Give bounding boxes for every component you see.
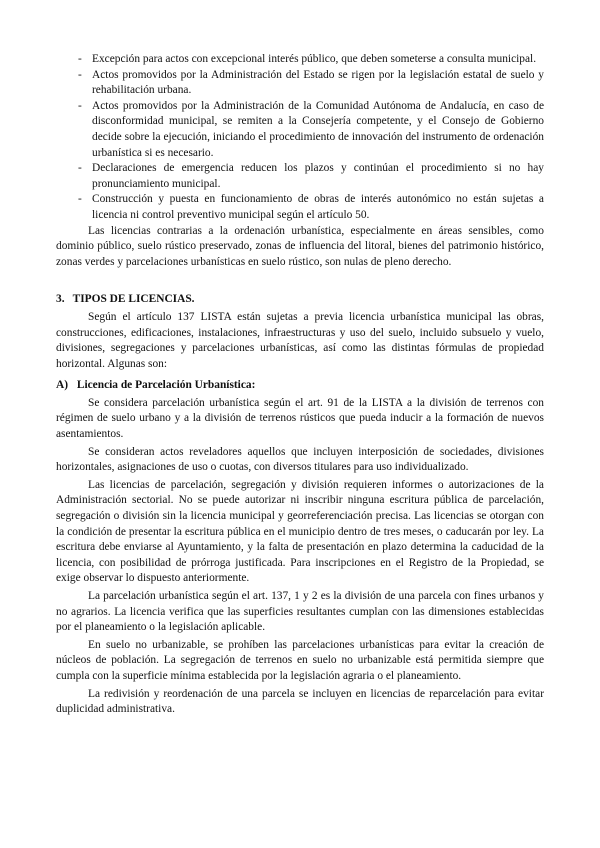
bullet-dash: - bbox=[78, 99, 82, 112]
bullet-text: Actos promovidos por la Administración del Estado se rigen por la legislación estatal de suelo y rehabilitación urbana. bbox=[92, 68, 544, 97]
bullet-text: Construcción y puesta en funcionamiento de obras de interés autonómico no están sujetas a licencia ni control preventivo municipal según el artículo 50. bbox=[92, 193, 544, 221]
section-title: TIPOS DE LICENCIAS. bbox=[72, 293, 195, 306]
paragraph: En suelo no urbanizable, se prohíben las parcelaciones urbanísticas para evitar la creación de núcleos de población. La segregación de terrenos en suelo no urbanizable está permitida siempre que cumpla con la superficie mínima establecida por la legislación agraria o el planeamiento. bbox=[56, 638, 544, 682]
subsection-title: Licencia de Parcelación Urbanística: bbox=[76, 379, 256, 392]
paragraph: Se considera parcelación urbanística según el art. 91 de la LISTA a la división de terrenos con régimen de suelo urbano y a la división de terrenos rústicos que pueda inducir a la formación de nuevos asentamientos. bbox=[56, 396, 544, 441]
bullet-dash: - bbox=[78, 193, 82, 206]
list-item bbox=[56, 192, 544, 223]
document-page bbox=[56, 52, 544, 718]
paragraph: Las licencias de parcelación, segregación y división requieren informes o autorizaciones de la Administración sectorial. No se puede autorizar ni inscribir ninguna escritura pública de parcelación, segregación o división sin la licencia municipal y georreferenciación precisa. Las licencias se otorgan con la condición de presentar la escritura pública en el municipio dentro de tres meses, o caducarán por ley. La escritura debe enviarse al Ayuntamiento, y la falta de presentación en plazo determina la caducidad de la licencia, con posibilidad de prórroga justificada. Para inscripciones en el Registro de la Propiedad, se exige observar lo dispuesto anteriormente. bbox=[56, 478, 544, 585]
bullet-text: Actos promovidos por la Administración de la Comunidad Autónoma de Andalucía, en caso de disconformidad municipal, se remiten a la Consejería competente, y el Consejo de Gobierno decide sobre la ejecución, iniciando el procedimiento de innovación del instrumento de ordenación urbanística si es necesario. bbox=[92, 99, 544, 159]
section-heading bbox=[56, 292, 544, 308]
bullet-dash: - bbox=[78, 53, 82, 65]
paragraph-nulas: Las licencias contrarias a la ordenación urbanística, especialmente en áreas sensibles, como dominio público, suelo rústico preservado, zonas de influencia del litoral, bienes del patrimonio histórico, zonas verdes y parcelaciones urbanísticas en suelo rústico, son nulas de pleno derecho. bbox=[56, 224, 544, 268]
section-intro: Según el artículo 137 LISTA están sujetas a previa licencia urbanística municipal las obras, construcciones, edificaciones, instalaciones, infraestructuras y uso del suelo, incluido subsuelo y vuelo, divisiones, segregaciones y parcelaciones urbanísticas, así como las distintas fórmulas de propiedad horizontal. Algunas son: bbox=[56, 310, 544, 370]
list-item bbox=[56, 99, 544, 161]
list-item bbox=[56, 68, 544, 99]
subsection-heading bbox=[56, 378, 544, 394]
bullet-dash: - bbox=[78, 162, 82, 175]
bullet-text: Declaraciones de emergencia reducen los plazos y continúan el procedimiento si no hay pronunciamiento municipal. bbox=[92, 162, 544, 190]
list-item bbox=[56, 52, 544, 68]
section-number: 3. bbox=[56, 293, 65, 306]
bullet-text: Excepción para actos con excepcional interés público, que deben someterse a consulta municipal. bbox=[92, 53, 537, 65]
paragraph: Se consideran actos reveladores aquellos que incluyen interposición de sociedades, divisiones horizontales, asignaciones de uso o cuotas, con diversos titulares para uso individualizado. bbox=[56, 445, 544, 474]
paragraph: La parcelación urbanística según el art. 137, 1 y 2 es la división de una parcela con fines urbanos y no agrarios. La licencia verifica que las superficies resultantes cumplan con las dimensiones establecidas por el planeamiento o la legislación aplicable. bbox=[56, 590, 544, 634]
subsection-letter: A) bbox=[56, 379, 69, 392]
paragraph: La redivisión y reordenación de una parcela se incluyen en licencias de reparcelación para evitar duplicidad administrativa. bbox=[56, 687, 544, 716]
bullet-dash: - bbox=[78, 68, 82, 81]
list-item bbox=[56, 161, 544, 192]
